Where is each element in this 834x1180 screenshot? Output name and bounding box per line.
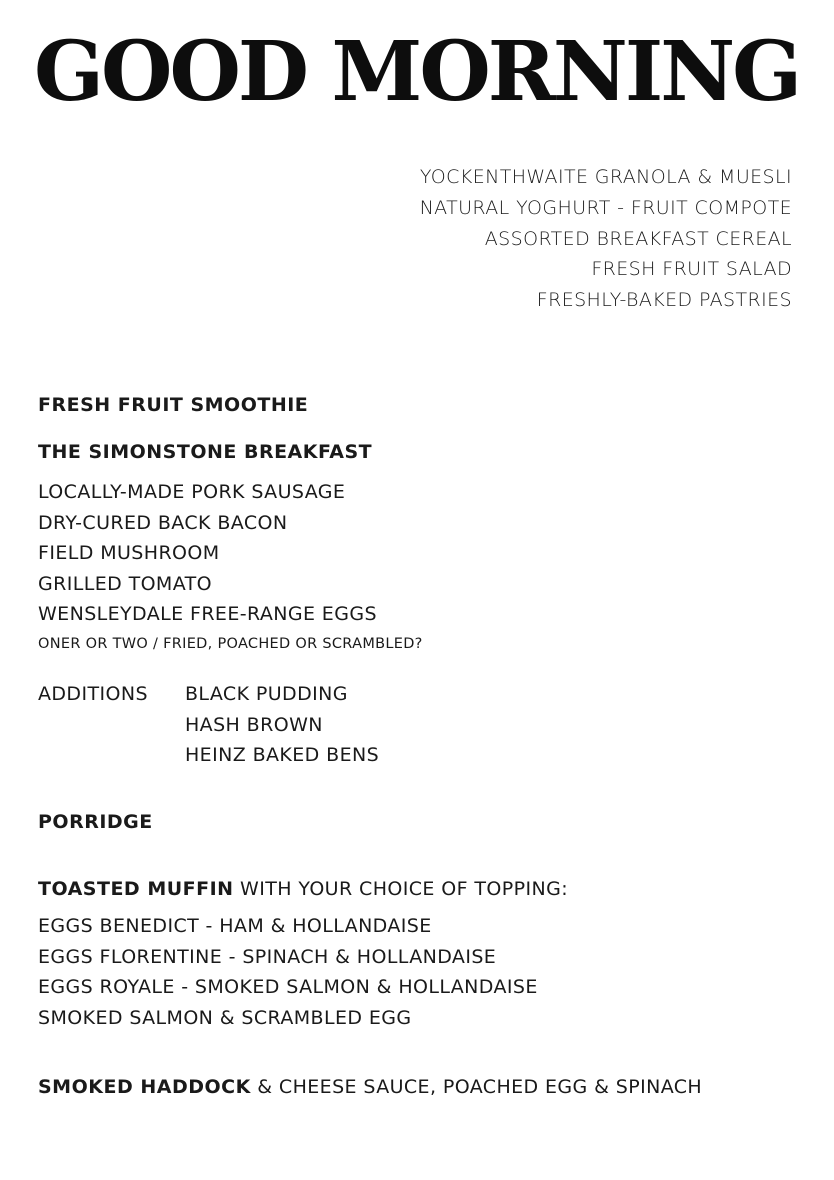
list-item: YOCKENTHWAITE GRANOLA & MUESLI xyxy=(419,166,792,188)
haddock-line xyxy=(38,1072,702,1103)
list-item: FRESHLY-BAKED PASTRIES xyxy=(536,289,792,312)
smoothie-heading: FRESH FRUIT SMOOTHIE xyxy=(38,394,309,416)
haddock-title: SMOKED HADDOCK xyxy=(38,1076,251,1098)
list-item: HASH BROWN xyxy=(185,713,323,736)
list-item: EGGS BENEDICT - HAM & HOLLANDAISE xyxy=(38,915,432,937)
additions-list xyxy=(185,679,379,771)
list-item: SMOKED SALMON & SCRAMBLED EGG xyxy=(38,1006,412,1029)
list-item: EGGS FLORENTINE - SPINACH & HOLLANDAISE xyxy=(38,945,497,968)
muffin-subtitle: WITH YOUR CHOICE OF TOPPING: xyxy=(233,878,568,900)
list-item: NATURAL YOGHURT - FRUIT COMPOTE xyxy=(419,196,792,219)
list-item: ASSORTED BREAKFAST CEREAL xyxy=(484,227,792,250)
page-title: GOOD MORNING xyxy=(34,24,800,120)
continental-list xyxy=(420,162,792,316)
porridge-heading: PORRIDGE xyxy=(38,811,153,833)
eggs-note: ONER OR TWO / FRIED, POACHED OR SCRAMBLED? xyxy=(38,636,423,652)
additions-label: ADDITIONS xyxy=(38,683,148,705)
simonstone-heading: THE SIMONSTONE BREAKFAST xyxy=(38,441,373,463)
list-item: GRILLED TOMATO xyxy=(38,572,213,595)
simonstone-items xyxy=(38,477,377,630)
list-item: BLACK PUDDING xyxy=(185,683,348,705)
muffin-items xyxy=(38,911,538,1033)
list-item: WENSLEYDALE FREE-RANGE EGGS xyxy=(38,603,377,626)
list-item: LOCALLY-MADE PORK SAUSAGE xyxy=(38,481,346,503)
list-item: HEINZ BAKED BENS xyxy=(185,744,380,767)
list-item: EGGS ROYALE - SMOKED SALMON & HOLLANDAISE xyxy=(38,976,538,999)
list-item: FRESH FRUIT SALAD xyxy=(591,258,792,281)
muffin-heading xyxy=(38,874,568,905)
haddock-description: & CHEESE SAUCE, POACHED EGG & SPINACH xyxy=(250,1076,703,1098)
list-item: FIELD MUSHROOM xyxy=(38,542,220,565)
additions-section xyxy=(38,679,379,771)
list-item: DRY-CURED BACK BACON xyxy=(38,511,288,534)
muffin-title: TOASTED MUFFIN xyxy=(38,878,234,900)
